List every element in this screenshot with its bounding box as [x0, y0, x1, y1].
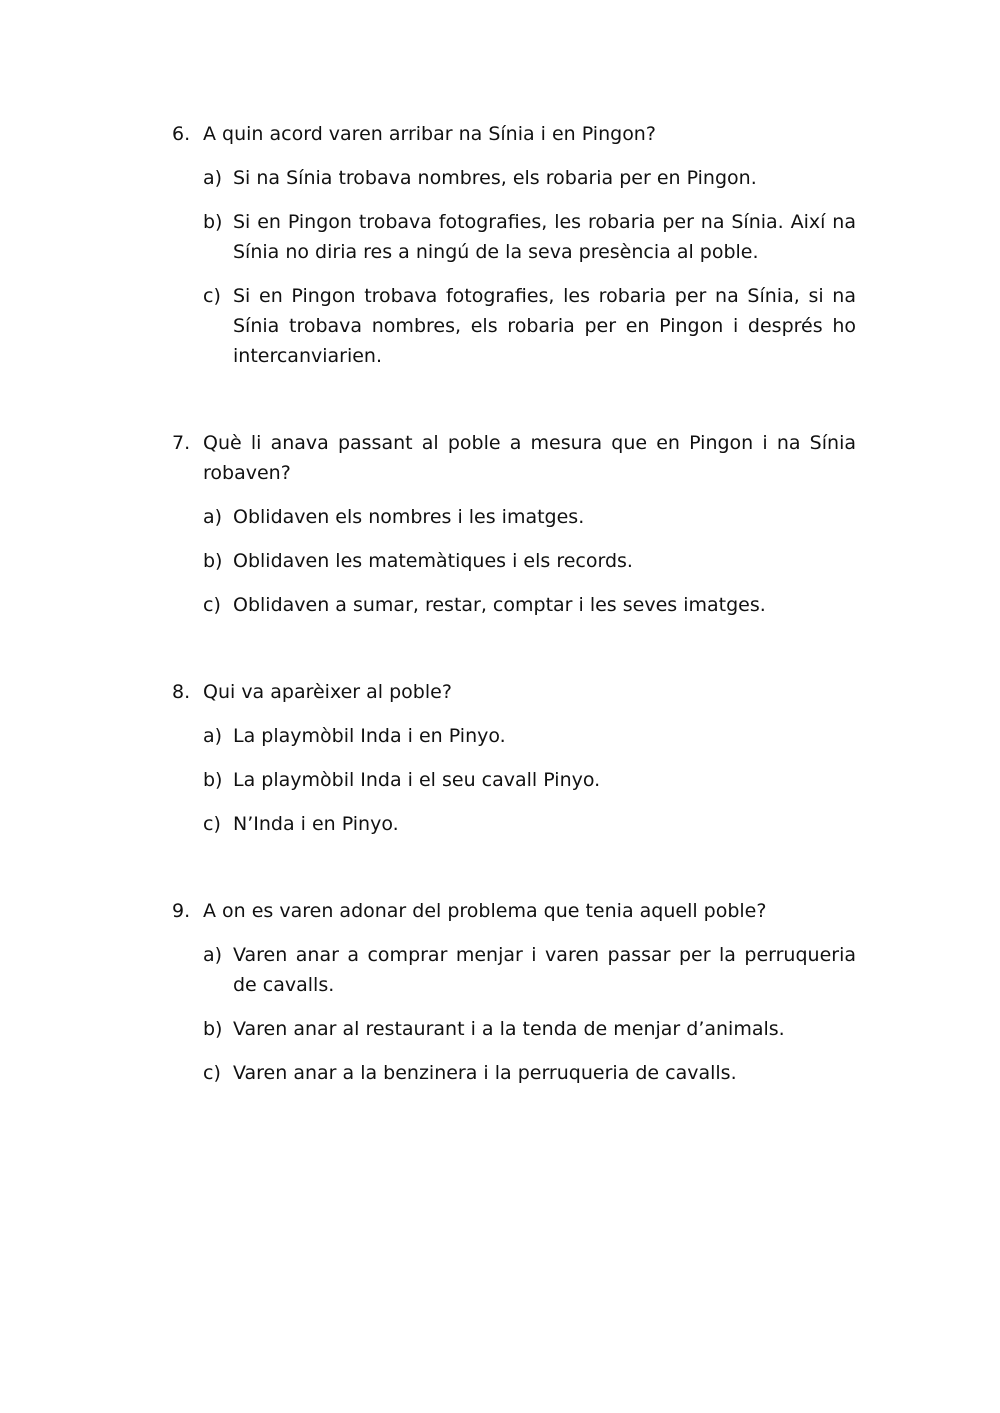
option-text: Oblidaven a sumar, restar, comptar i les seves imatges. [233, 594, 766, 616]
question-8 [172, 677, 856, 853]
option-text: Varen anar a la benzinera i la perruqueria de cavalls. [233, 1062, 737, 1084]
option-9a[interactable] [203, 940, 856, 1000]
question-7-options [203, 502, 856, 620]
option-letter: c) [203, 594, 221, 616]
option-letter: a) [203, 944, 223, 966]
question-text: A quin acord varen arribar na Sínia i en Pingon? [203, 123, 656, 145]
question-text: Qui va aparèixer al poble? [203, 681, 452, 703]
option-letter: b) [203, 769, 223, 791]
option-text: Si en Pingon trobava fotografies, les robaria per na Sínia, si na Sínia trobava nombres, els robaria per en Pingon i després ho intercanviarien. [233, 285, 856, 367]
question-9 [172, 896, 856, 1102]
question-7-prompt [172, 428, 856, 488]
option-letter: c) [203, 1062, 221, 1084]
option-letter: b) [203, 211, 223, 233]
option-text: Oblidaven les matemàtiques i els records. [233, 550, 633, 572]
question-text: Què li anava passant al poble a mesura que en Pingon i na Sínia robaven? [203, 432, 856, 484]
option-letter: c) [203, 285, 221, 307]
option-letter: a) [203, 167, 223, 189]
option-text: Oblidaven els nombres i les imatges. [233, 506, 585, 528]
option-text: Varen anar al restaurant i a la tenda de menjar d’animals. [233, 1018, 785, 1040]
option-text: Si en Pingon trobava fotografies, les robaria per na Sínia. Així na Sínia no diria res a ningú de la seva presència al poble. [233, 211, 856, 263]
option-9c[interactable] [203, 1058, 856, 1088]
question-8-options [203, 721, 856, 839]
question-6-prompt [172, 119, 856, 149]
option-6c[interactable] [203, 281, 856, 371]
question-number: 8. [172, 681, 191, 703]
option-8c[interactable] [203, 809, 856, 839]
question-9-prompt [172, 896, 856, 926]
option-letter: b) [203, 1018, 223, 1040]
option-text: N’Inda i en Pinyo. [233, 813, 399, 835]
option-letter: a) [203, 725, 223, 747]
question-6-options [203, 163, 856, 371]
option-letter: b) [203, 550, 223, 572]
option-6a[interactable] [203, 163, 856, 193]
option-text: La playmòbil Inda i el seu cavall Pinyo. [233, 769, 601, 791]
option-7a[interactable] [203, 502, 856, 532]
question-number: 7. [172, 432, 191, 454]
option-letter: c) [203, 813, 221, 835]
option-letter: a) [203, 506, 223, 528]
question-6 [172, 119, 856, 385]
question-number: 9. [172, 900, 191, 922]
question-text: A on es varen adonar del problema que tenia aquell poble? [203, 900, 767, 922]
option-text: La playmòbil Inda i en Pinyo. [233, 725, 506, 747]
option-9b[interactable] [203, 1014, 856, 1044]
option-text: Varen anar a comprar menjar i varen passar per la perruqueria de cavalls. [233, 944, 856, 996]
option-7b[interactable] [203, 546, 856, 576]
option-text: Si na Sínia trobava nombres, els robaria per en Pingon. [233, 167, 757, 189]
question-number: 6. [172, 123, 191, 145]
question-7 [172, 428, 856, 634]
question-9-options [203, 940, 856, 1088]
question-8-prompt [172, 677, 856, 707]
option-8b[interactable] [203, 765, 856, 795]
option-8a[interactable] [203, 721, 856, 751]
option-6b[interactable] [203, 207, 856, 267]
option-7c[interactable] [203, 590, 856, 620]
